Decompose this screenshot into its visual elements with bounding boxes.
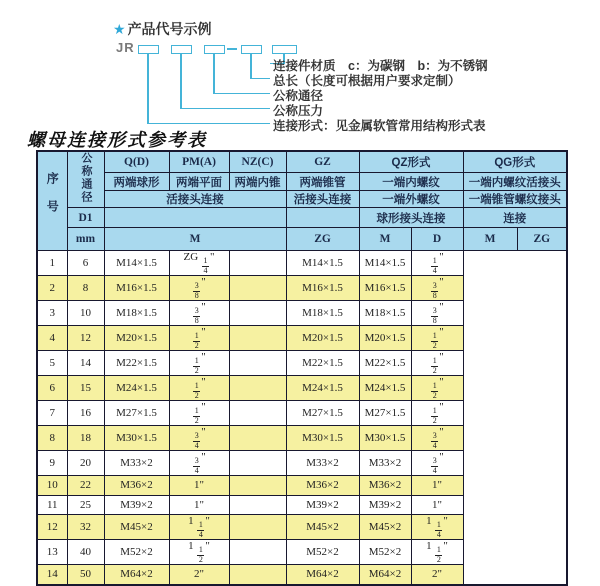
leader-line: [147, 53, 149, 124]
cell-dn: 16: [67, 401, 104, 426]
cell-gz-zg: 1": [169, 476, 229, 496]
product-code-prefix: JR: [116, 40, 135, 55]
cell-qz-m: [229, 251, 286, 276]
table-row: [37, 401, 567, 426]
table-row: [37, 476, 567, 496]
cell-m-thread: M27×1.5: [104, 401, 169, 426]
leader-line: [213, 53, 215, 94]
cell-qz-m: [229, 451, 286, 476]
leader-line: [213, 93, 270, 95]
cell-dn: 32: [67, 515, 104, 540]
cell-qg-m: M64×2: [359, 565, 411, 585]
cell-m-thread: M45×2: [104, 515, 169, 540]
cell-m-thread: M64×2: [104, 565, 169, 585]
cell-qg-m: M39×2: [359, 495, 411, 515]
cell-qz-d: M45×2: [286, 515, 359, 540]
header-m-label: M: [104, 228, 286, 251]
cell-gz-zg: 1": [169, 495, 229, 515]
header-nz-desc: 两端内锥: [229, 173, 286, 191]
code-box-5: [272, 45, 297, 54]
leader-line: [147, 123, 270, 125]
cell-qg-zg: 1": [411, 476, 463, 496]
cell-dn: 6: [67, 251, 104, 276]
label-nominal-diameter: 公称通径: [273, 89, 324, 103]
label-total-length: 总长（长度可根据用户要求定制）: [273, 74, 461, 88]
cell-seq: 3: [37, 301, 67, 326]
diagram-title: [113, 19, 212, 39]
cell-qz-d: M36×2: [286, 476, 359, 496]
cell-seq: 8: [37, 426, 67, 451]
diagram-title-text: 产品代号示例: [127, 21, 212, 37]
cell-qg-zg: $\frac{1}{2}$ ": [411, 376, 463, 401]
cell-gz-zg: $\frac{3}{8}$ ": [169, 301, 229, 326]
table-row: [37, 495, 567, 515]
label-material: 连接件材质 c：为碳钢 b：为不锈钢: [273, 59, 488, 73]
cell-dn: 20: [67, 451, 104, 476]
code-box-4: [241, 45, 262, 54]
cell-qg-m: M14×1.5: [359, 251, 411, 276]
nut-connection-table: [36, 150, 568, 586]
cell-qz-d: M16×1.5: [286, 276, 359, 301]
cell-m-thread: M39×2: [104, 495, 169, 515]
cell-seq: 9: [37, 451, 67, 476]
header-empty-gz: [286, 208, 359, 228]
table-row: [37, 351, 567, 376]
code-box-1: [138, 45, 159, 54]
header-union-joint: 活接头连接: [104, 191, 286, 208]
table-header: [37, 151, 567, 251]
cell-seq: 10: [37, 476, 67, 496]
cell-gz-zg: $\frac{3}{4}$ ": [169, 426, 229, 451]
cell-qz-m: [229, 495, 286, 515]
header-seq: 序号: [37, 151, 67, 251]
cell-gz-zg: $\frac{3}{8}$ ": [169, 276, 229, 301]
table-row: [37, 376, 567, 401]
table-title: 螺母连接形式参考表: [27, 130, 207, 150]
cell-qz-m: [229, 301, 286, 326]
table-row: [37, 251, 567, 276]
cell-qz-d: M20×1.5: [286, 326, 359, 351]
cell-dn: 40: [67, 540, 104, 565]
cell-qg-m: M22×1.5: [359, 351, 411, 376]
code-box-3: [204, 45, 225, 54]
cell-gz-zg: 1 $\frac{1}{4}$ ": [169, 515, 229, 540]
leader-line: [180, 53, 182, 109]
cell-qz-d: M27×1.5: [286, 401, 359, 426]
header-dn: 公称通径: [67, 151, 104, 208]
cell-seq: 12: [37, 515, 67, 540]
cell-gz-zg: $\frac{3}{4}$ ": [169, 451, 229, 476]
cell-seq: 7: [37, 401, 67, 426]
header-mm: mm: [67, 228, 104, 251]
cell-qg-zg: $\frac{1}{4}$ ": [411, 251, 463, 276]
cell-dn: 22: [67, 476, 104, 496]
header-qz-m: M: [359, 228, 411, 251]
cell-dn: 25: [67, 495, 104, 515]
cell-dn: 12: [67, 326, 104, 351]
cell-qg-m: M36×2: [359, 476, 411, 496]
header-qz-desc2: 一端外螺纹: [359, 191, 463, 208]
label-connection-form: 连接形式：见金属软管常用结构形式表: [273, 119, 486, 133]
cell-seq: 2: [37, 276, 67, 301]
cell-gz-zg: $\frac{1}{2}$ ": [169, 351, 229, 376]
cell-qg-m: M45×2: [359, 515, 411, 540]
cell-gz-zg: 2": [169, 565, 229, 585]
cell-m-thread: M16×1.5: [104, 276, 169, 301]
cell-gz-zg: $\frac{1}{2}$ ": [169, 401, 229, 426]
cell-qg-zg: $\frac{3}{4}$ ": [411, 426, 463, 451]
header-d1: D1: [67, 208, 104, 228]
cell-qg-m: M52×2: [359, 540, 411, 565]
leader-line: [250, 53, 252, 79]
header-qz-joint: 球形接头连接: [359, 208, 463, 228]
cell-qg-zg: $\frac{3}{4}$ ": [411, 451, 463, 476]
cell-qz-m: [229, 565, 286, 585]
cell-qz-d: M24×1.5: [286, 376, 359, 401]
cell-m-thread: M20×1.5: [104, 326, 169, 351]
header-gz-desc: 两端锥管: [286, 173, 359, 191]
cell-seq: 5: [37, 351, 67, 376]
table-row: [37, 326, 567, 351]
leader-line: [250, 78, 270, 80]
header-gz-joint: 活接头连接: [286, 191, 359, 208]
table-body: [37, 251, 567, 585]
cell-qg-m: M27×1.5: [359, 401, 411, 426]
cell-dn: 14: [67, 351, 104, 376]
table-row: [37, 540, 567, 565]
header-qg-m: M: [463, 228, 517, 251]
cell-seq: 13: [37, 540, 67, 565]
cell-qz-d: M30×1.5: [286, 426, 359, 451]
cell-qg-zg: $\frac{3}{8}$ ": [411, 301, 463, 326]
header-pm-code: PM(A): [169, 151, 229, 173]
cell-m-thread: M33×2: [104, 451, 169, 476]
header-q-desc: 两端球形: [104, 173, 169, 191]
header-qg-code: QG形式: [463, 151, 567, 173]
header-gz-code: GZ: [286, 151, 359, 173]
cell-qg-zg: $\frac{1}{2}$ ": [411, 351, 463, 376]
cell-m-thread: M14×1.5: [104, 251, 169, 276]
cell-qz-d: M64×2: [286, 565, 359, 585]
header-qz-code: QZ形式: [359, 151, 463, 173]
cell-qg-zg: 1 $\frac{1}{2}$ ": [411, 540, 463, 565]
header-nz-code: NZ(C): [229, 151, 286, 173]
cell-qg-m: M33×2: [359, 451, 411, 476]
cell-seq: 1: [37, 251, 67, 276]
cell-qz-d: M33×2: [286, 451, 359, 476]
header-qg-desc2: 一端锥管螺纹接头: [463, 191, 567, 208]
header-q-code: Q(D): [104, 151, 169, 173]
cell-seq: 4: [37, 326, 67, 351]
code-dash: [227, 48, 237, 50]
header-empty-left: [104, 208, 286, 228]
header-qz-desc1: 一端内螺纹: [359, 173, 463, 191]
header-qz-d: D: [411, 228, 463, 251]
cell-qz-m: [229, 515, 286, 540]
cell-qg-m: M20×1.5: [359, 326, 411, 351]
cell-qg-zg: 1 $\frac{1}{4}$ ": [411, 515, 463, 540]
label-nominal-pressure: 公称压力: [273, 104, 324, 118]
header-qg-zg: ZG: [517, 228, 567, 251]
cell-m-thread: M36×2: [104, 476, 169, 496]
header-pm-desc: 两端平面: [169, 173, 229, 191]
cell-qg-zg: $\frac{1}{2}$ ": [411, 401, 463, 426]
cell-qg-zg: $\frac{1}{2}$ ": [411, 326, 463, 351]
cell-qz-d: M18×1.5: [286, 301, 359, 326]
cell-seq: 6: [37, 376, 67, 401]
star-icon: ★: [113, 21, 126, 37]
cell-seq: 11: [37, 495, 67, 515]
cell-qz-d: M52×2: [286, 540, 359, 565]
table-row: [37, 515, 567, 540]
cell-qg-m: M24×1.5: [359, 376, 411, 401]
leader-line: [180, 108, 270, 110]
table-row: [37, 276, 567, 301]
cell-m-thread: M22×1.5: [104, 351, 169, 376]
cell-qz-m: [229, 476, 286, 496]
cell-qg-zg: 1": [411, 495, 463, 515]
cell-qz-m: [229, 401, 286, 426]
cell-qz-d: M22×1.5: [286, 351, 359, 376]
cell-gz-zg: ZG $\frac{1}{4}$ ": [169, 251, 229, 276]
table-row: [37, 565, 567, 585]
header-qg-joint: 连接: [463, 208, 567, 228]
cell-qg-zg: $\frac{3}{8}$ ": [411, 276, 463, 301]
cell-dn: 10: [67, 301, 104, 326]
table-row: [37, 426, 567, 451]
cell-qg-m: M18×1.5: [359, 301, 411, 326]
cell-qg-m: M16×1.5: [359, 276, 411, 301]
code-box-2: [171, 45, 192, 54]
cell-qz-m: [229, 426, 286, 451]
header-qg-desc1: 一端内螺纹活接头: [463, 173, 567, 191]
cell-seq: 14: [37, 565, 67, 585]
cell-qz-m: [229, 540, 286, 565]
cell-gz-zg: $\frac{1}{2}$ ": [169, 326, 229, 351]
cell-gz-zg: 1 $\frac{1}{2}$ ": [169, 540, 229, 565]
cell-qz-d: M39×2: [286, 495, 359, 515]
cell-qg-m: M30×1.5: [359, 426, 411, 451]
cell-dn: 8: [67, 276, 104, 301]
cell-m-thread: M52×2: [104, 540, 169, 565]
cell-qz-m: [229, 376, 286, 401]
cell-qg-zg: 2": [411, 565, 463, 585]
cell-qz-d: M14×1.5: [286, 251, 359, 276]
cell-qz-m: [229, 351, 286, 376]
cell-m-thread: M18×1.5: [104, 301, 169, 326]
cell-m-thread: M24×1.5: [104, 376, 169, 401]
header-zg-label: ZG: [286, 228, 359, 251]
cell-gz-zg: $\frac{1}{2}$ ": [169, 376, 229, 401]
cell-qz-m: [229, 326, 286, 351]
cell-dn: 18: [67, 426, 104, 451]
table-row: [37, 451, 567, 476]
cell-m-thread: M30×1.5: [104, 426, 169, 451]
cell-dn: 50: [67, 565, 104, 585]
cell-dn: 15: [67, 376, 104, 401]
table-row: [37, 301, 567, 326]
cell-qz-m: [229, 276, 286, 301]
